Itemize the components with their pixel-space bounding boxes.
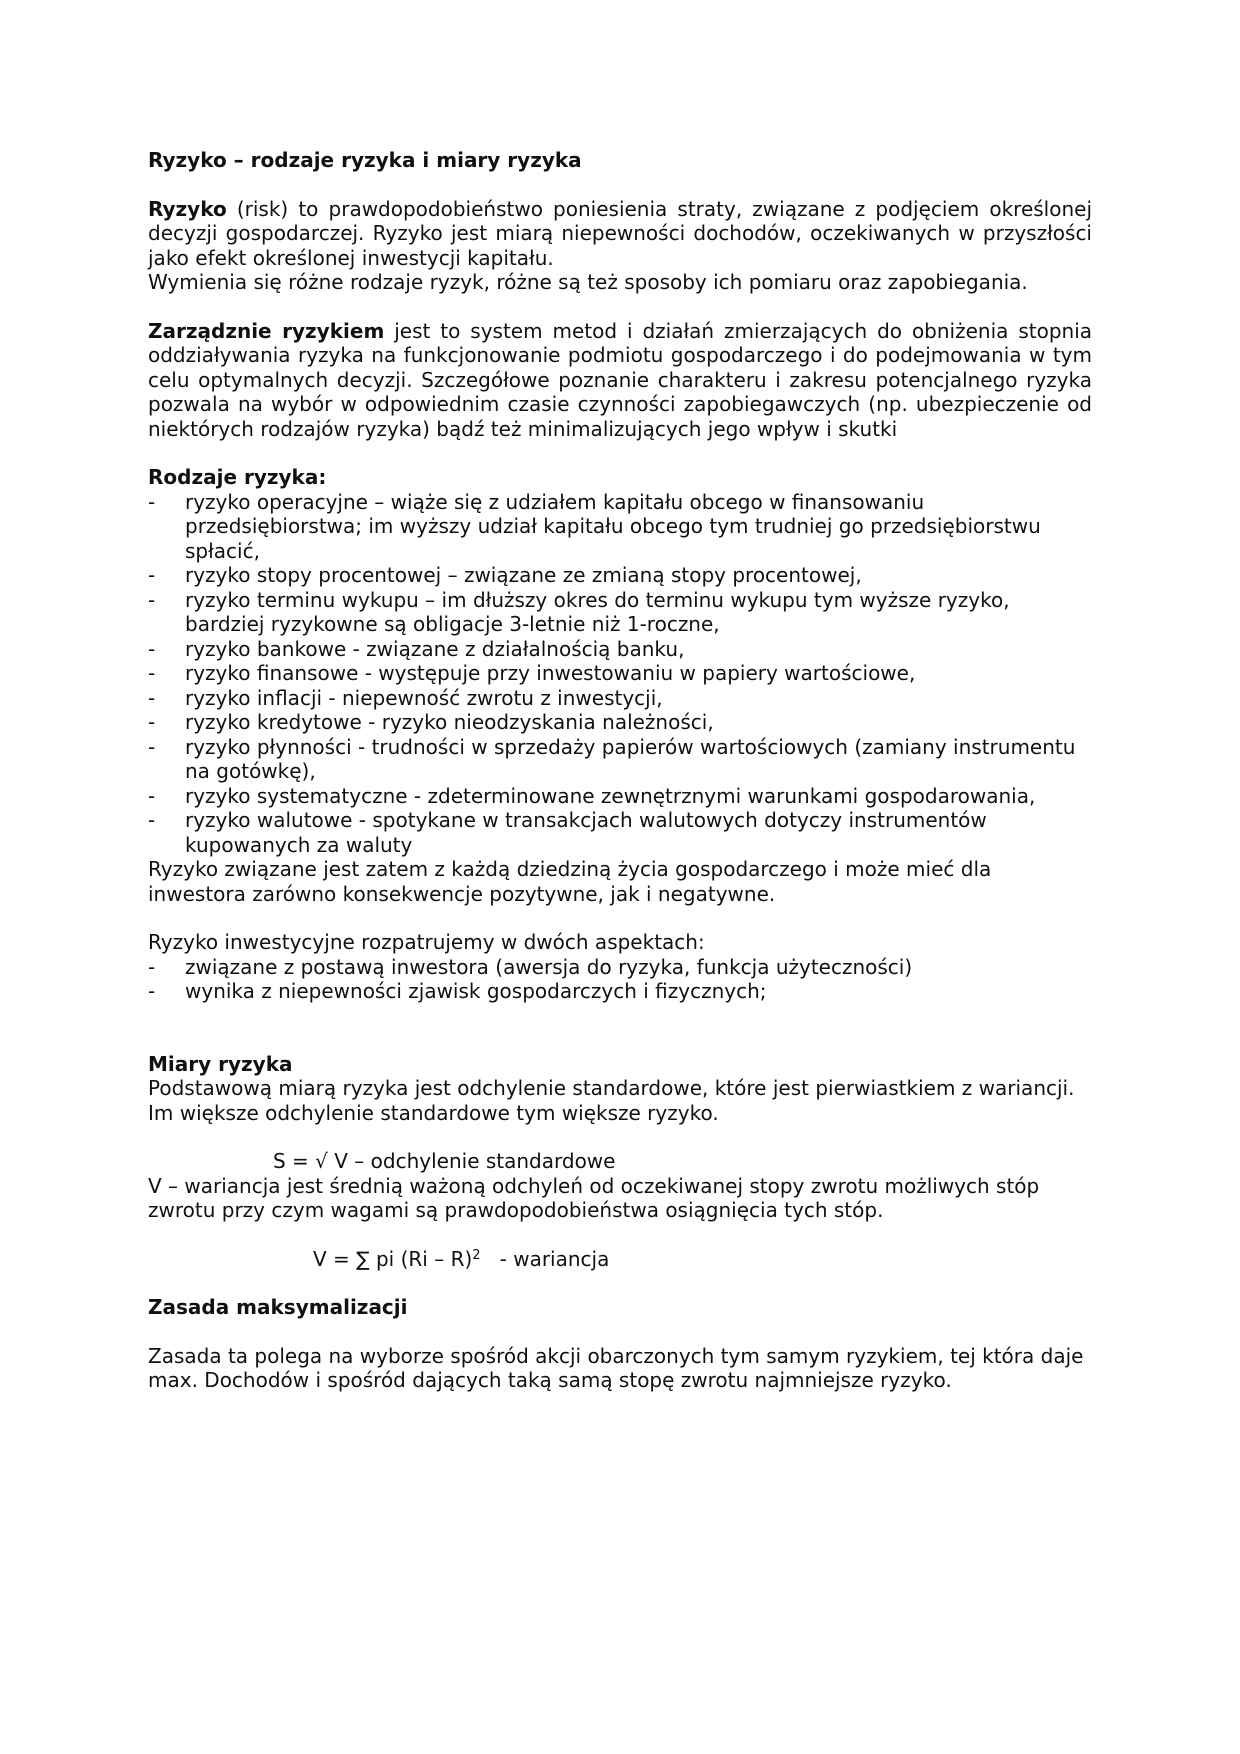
dash-bullet: - xyxy=(148,636,156,661)
list-item xyxy=(148,563,1092,588)
list-item xyxy=(148,735,1092,784)
list-item-text: ryzyko walutowe - spotykane w transakcjach walutowych dotyczy instrumentów kupowanych za waluty xyxy=(185,808,987,857)
aspects-intro: Ryzyko inwestycyjne rozpatrujemy w dwóch aspektach: xyxy=(148,930,705,954)
list-item-text: ryzyko inflacji - niepewność zwrotu z inwestycji, xyxy=(185,685,663,710)
list-item-text: ryzyko bankowe - związane z działalnością banku, xyxy=(185,636,685,661)
intro-text: (risk) to prawdopodobieństwo poniesienia straty, związane z podjęciem określonej decyzji gospodarczej. Ryzyko jest miarą niepewności dochodów, oczekiwanych w przyszłości jako efekt określonej inwestycji kapitału. xyxy=(148,196,1092,270)
list-item-text: ryzyko płynności - trudności w sprzedaży papierów wartościowych (zamiany instrumentu na gotówkę), xyxy=(185,734,1076,783)
variance-formula xyxy=(148,1247,1092,1272)
intro-term: Ryzyko xyxy=(148,196,227,221)
measures-paragraph: Podstawową miarą ryzyka jest odchylenie standardowe, które jest pierwiastkiem z wariancji. Im większe odchylenie standardowe tym większe ryzyko. xyxy=(148,1076,1075,1125)
risk-types-list xyxy=(148,490,1092,858)
dash-bullet: - xyxy=(148,734,156,759)
intro-paragraph xyxy=(148,197,1092,271)
summary-paragraph: Ryzyko związane jest zatem z każdą dziedziną życia gospodarczego i może mieć dla inwestora zarówno konsekwencje pozytywne, jak i negatywne. xyxy=(148,857,992,906)
list-item-text: ryzyko systematyczne - zdeterminowane zewnętrznymi warunkami gospodarowania, xyxy=(185,783,1036,808)
list-item-text: ryzyko terminu wykupu – im dłuższy okres do terminu wykupu tym wyższe ryzyko, bardziej ryzykowne są obligacje 3-letnie niż 1-roczne, xyxy=(185,587,1010,636)
dash-bullet: - xyxy=(148,954,156,979)
list-item xyxy=(148,686,1092,711)
list-item xyxy=(148,955,1092,980)
dash-bullet: - xyxy=(148,710,156,734)
list-item xyxy=(148,661,1092,686)
document-title: Ryzyko – rodzaje ryzyka i miary ryzyka xyxy=(148,148,582,172)
list-item xyxy=(148,637,1092,662)
intro-line2: Wymienia się różne rodzaje ryzyk, różne są też sposoby ich pomiaru oraz zapobiegania. xyxy=(148,270,1028,294)
aspects-list xyxy=(148,955,1092,1004)
list-item-text: ryzyko kredytowe - ryzyko nieodzyskania należności, xyxy=(185,710,714,734)
management-paragraph xyxy=(148,319,1092,442)
maximization-heading: Zasada maksymalizacji xyxy=(148,1295,408,1319)
measures-heading: Miary ryzyka xyxy=(148,1051,293,1076)
variance-paragraph: V – wariancja jest średnią ważoną odchyleń od oczekiwanej stopy zwrotu możliwych stóp zwrotu przy czym wagami są prawdopodobieństwa osiągnięcia tych stóp. xyxy=(148,1173,1040,1222)
list-item xyxy=(148,808,1092,857)
list-item-text: ryzyko finansowe - występuje przy inwestowaniu w papiery wartościowe, xyxy=(185,661,916,685)
dash-bullet: - xyxy=(148,979,156,1003)
variance-formula-exponent: 2 xyxy=(472,1247,481,1263)
types-heading: Rodzaje ryzyka: xyxy=(148,465,327,489)
dash-bullet: - xyxy=(148,489,156,514)
list-item-text: ryzyko operacyjne – wiąże się z udziałem kapitału obcego w finansowaniu przedsiębiorstwa; im wyższy udział kapitału obcego tym trudniej go przedsiębiorstwu spłacić, xyxy=(185,489,1041,563)
list-item xyxy=(148,710,1092,735)
management-text: jest to system metod i działań zmierzających do obniżenia stopnia oddziaływania ryzyka na funkcjonowanie podmiotu gospodarczego i do podejmowania w tym celu optymalnych decyzji. Szczegółowe poznanie charakteru i zakresu potencjalnego ryzyka pozwala na wybór w odpowiednim czasie czynności zapobiegawczych (np. ubezpieczenie od niektórych rodzajów ryzyka) bądź też minimalizujących jego wpływ i skutki xyxy=(148,318,1093,441)
list-item xyxy=(148,979,1092,1004)
list-item-text: wynika z niepewności zjawisk gospodarczych i fizycznych; xyxy=(185,979,767,1003)
management-term: Zarządznie ryzykiem xyxy=(148,318,385,343)
list-item-text: ryzyko stopy procentowej – związane ze zmianą stopy procentowej, xyxy=(185,563,862,587)
dash-bullet: - xyxy=(148,783,156,808)
list-item-text: związane z postawą inwestora (awersja do ryzyka, funkcja użyteczności) xyxy=(185,954,913,979)
dash-bullet: - xyxy=(148,808,156,832)
list-item xyxy=(148,490,1092,564)
dash-bullet: - xyxy=(148,661,156,685)
dash-bullet: - xyxy=(148,563,156,587)
variance-formula-label: - wariancja xyxy=(480,1246,610,1271)
dash-bullet: - xyxy=(148,587,156,612)
document-page xyxy=(148,148,1092,1393)
variance-formula-main: V = ∑ pi (Ri – R) xyxy=(313,1246,473,1271)
list-item xyxy=(148,784,1092,809)
dash-bullet: - xyxy=(148,685,156,710)
maximization-paragraph: Zasada ta polega na wyborze spośród akcji obarczonych tym samym ryzykiem, tej która daje max. Dochodów i spośród dających taką samą stopę zwrotu najmniejsze ryzyko. xyxy=(148,1343,1084,1392)
std-dev-formula: S = √ V – odchylenie standardowe xyxy=(273,1149,616,1173)
list-item xyxy=(148,588,1092,637)
